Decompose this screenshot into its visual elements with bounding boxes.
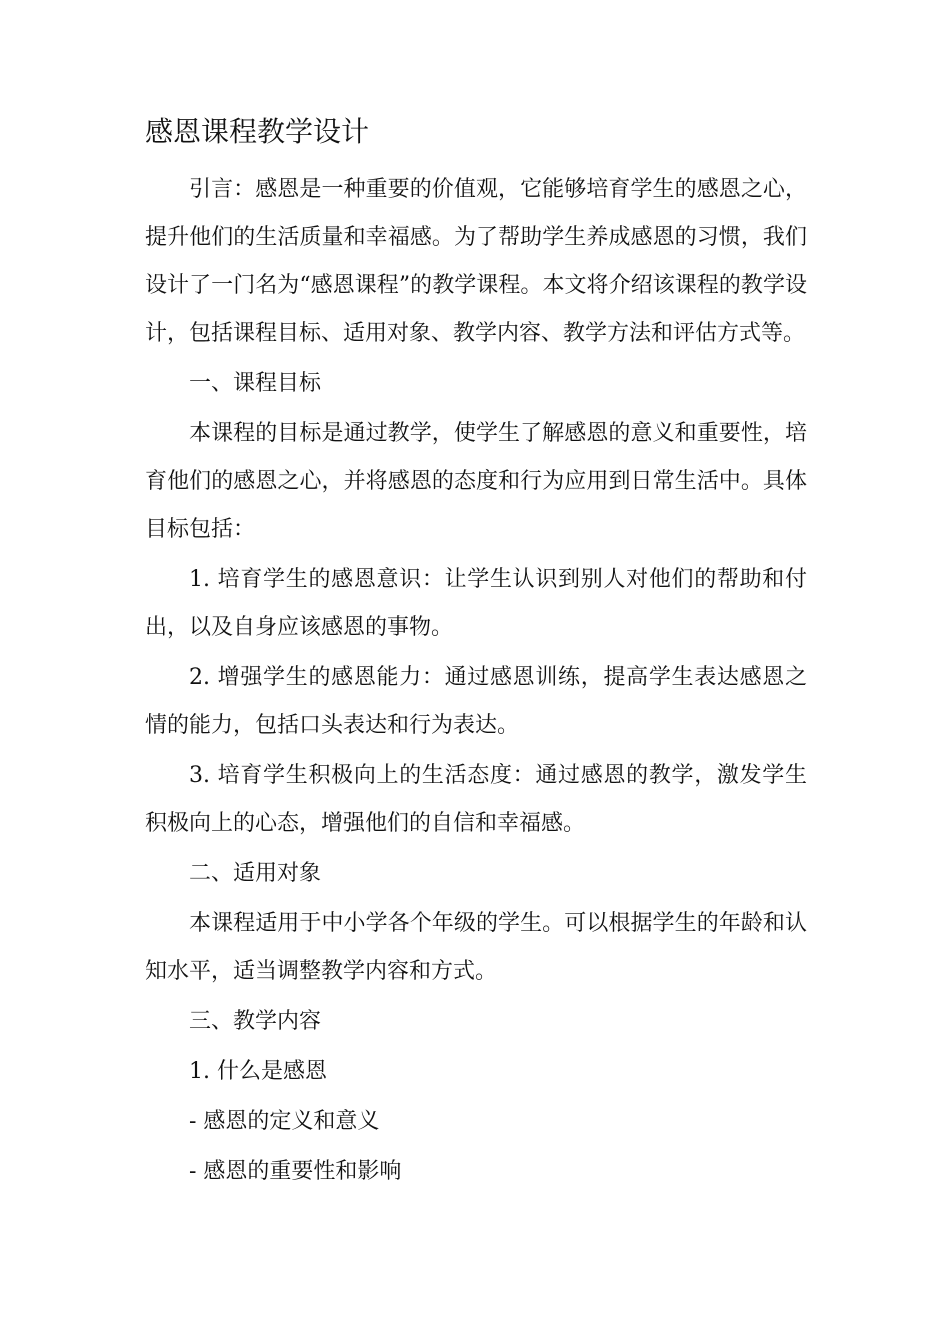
document-body <box>145 166 807 1198</box>
goal-item-3: 3. 培育学生积极向上的生活态度：通过感恩的教学，激发学生积极向上的心态，增强他们的自信和幸福感。 <box>145 763 807 836</box>
content-bullet-1: - 感恩的定义和意义 <box>189 1109 380 1134</box>
goals-paragraph: 本课程的目标是通过教学，使学生了解感恩的意义和重要性，培育他们的感恩之心，并将感恩的态度和行为应用到日常生活中。具体目标包括： <box>145 421 807 542</box>
section-heading-content: 三、教学内容 <box>189 1009 322 1034</box>
section-heading-goals: 一、课程目标 <box>189 371 322 396</box>
content-subheading-1: 1. 什么是感恩 <box>189 1059 327 1084</box>
document-title: 感恩课程教学设计 <box>145 115 370 148</box>
content-bullet-2: - 感恩的重要性和影响 <box>189 1159 402 1184</box>
intro-paragraph: 引言：感恩是一种重要的价值观，它能够培育学生的感恩之心，提升他们的生活质量和幸福感。为了帮助学生养成感恩的习惯，我们设计了一门名为“感恩课程”的教学课程。本文将介绍该课程的教学设计，包括课程目标、适用对象、教学内容、教学方法和评估方式等。 <box>145 177 807 346</box>
audience-paragraph: 本课程适用于中小学各个年级的学生。可以根据学生的年龄和认知水平，适当调整教学内容和方式。 <box>145 911 807 984</box>
goal-item-1: 1. 培育学生的感恩意识：让学生认识到别人对他们的帮助和付出，以及自身应该感恩的事物。 <box>145 567 807 640</box>
section-heading-audience: 二、适用对象 <box>189 861 322 886</box>
goal-item-2: 2. 增强学生的感恩能力：通过感恩训练，提高学生表达感恩之情的能力，包括口头表达和行为表达。 <box>145 665 807 738</box>
